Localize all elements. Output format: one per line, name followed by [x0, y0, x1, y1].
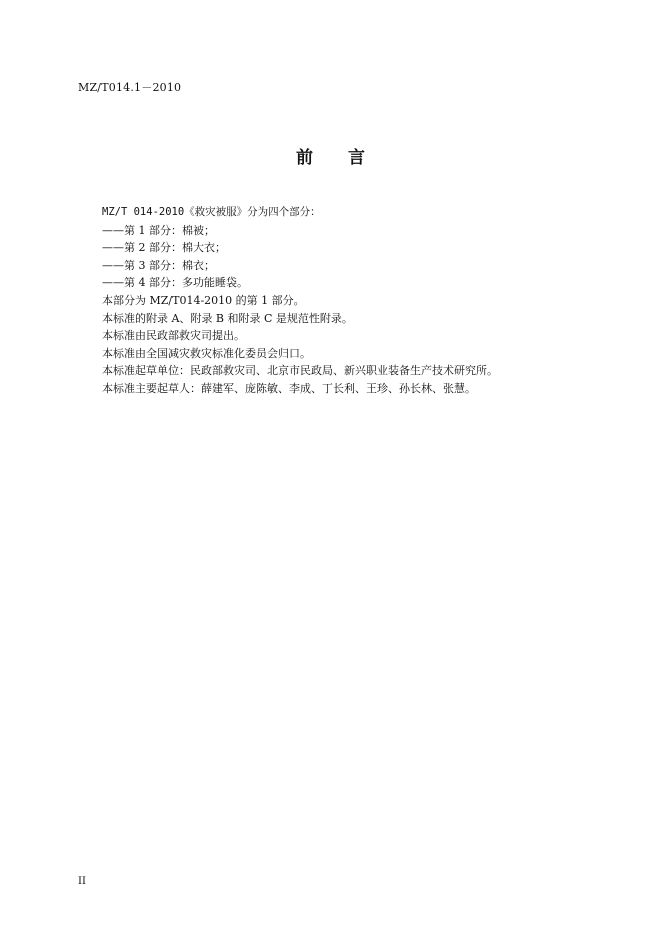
title-char-1: 前	[296, 148, 314, 168]
foreword-body	[102, 204, 582, 398]
paragraph-line: 本标准由全国减灾救灾标准化委员会归口。	[102, 346, 311, 360]
list-item-part-2: ——第 2 部分：棉大衣；	[102, 241, 226, 255]
page-number: II	[78, 876, 86, 887]
page-title	[0, 143, 662, 168]
paragraph-line: 本标准由民政部救灾司提出。	[102, 329, 245, 343]
list-item-part-4: ——第 4 部分：多功能睡袋。	[102, 276, 248, 290]
list-item-part-1: ——第 1 部分：棉被；	[102, 223, 215, 237]
paragraph-line: 本部分为 MZ/T014-2010 的第 1 部分。	[102, 293, 305, 307]
document-id-header: MZ/T014.1－2010	[78, 81, 182, 94]
paragraph-line: 本标准起草单位：民政部救灾司、北京市民政局、新兴职业装备生产技术研究所。	[102, 364, 498, 378]
paragraph-line: 本标准主要起草人：薛建军、庞陈敏、李成、丁长利、王珍、孙长林、张慧。	[102, 381, 476, 395]
paragraph-line: MZ/T 014-2010《救灾被服》分为四个部分：	[102, 206, 321, 218]
paragraph-line: 本标准的附录 A、附录 B 和附录 C 是规范性附录。	[102, 311, 353, 325]
list-item-part-3: ——第 3 部分：棉衣；	[102, 258, 215, 272]
title-char-2: 言	[348, 148, 366, 168]
